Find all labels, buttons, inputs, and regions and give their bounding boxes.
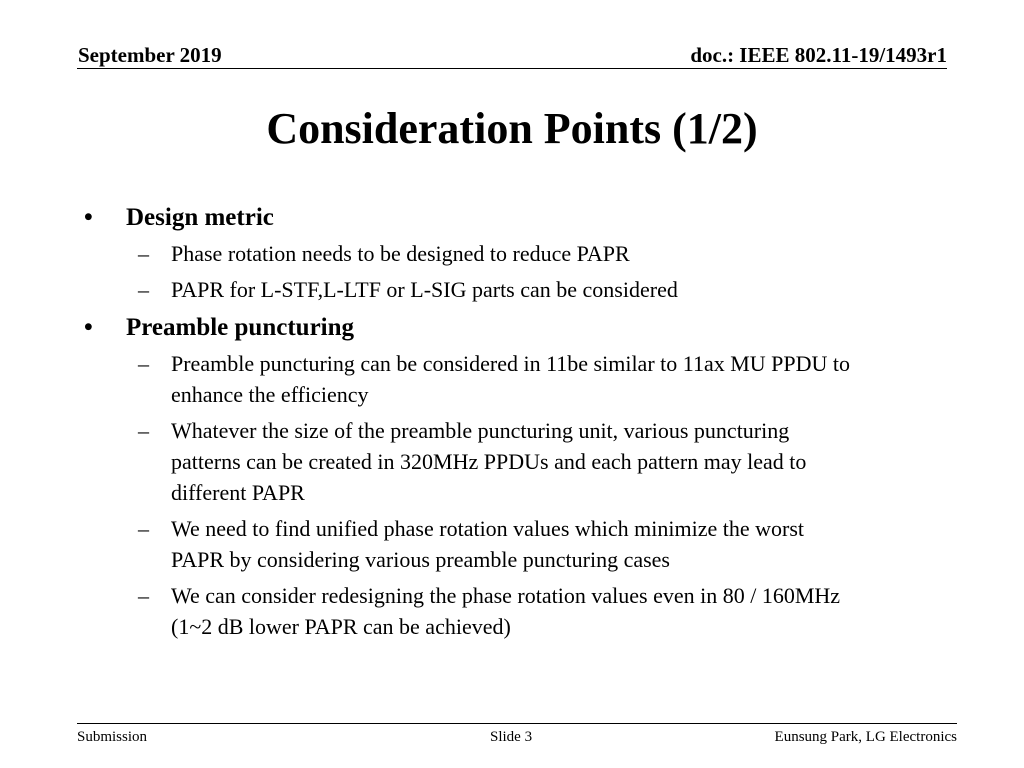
sub-bullet — [84, 415, 861, 508]
bullet-design-metric — [84, 200, 954, 236]
header-date: September 2019 — [78, 43, 222, 67]
dash-icon: – — [138, 351, 149, 376]
sub-bullet-text: We need to find unified phase rotation values which minimize the worst PAPR by considering various preamble puncturing cases — [171, 516, 805, 572]
slide-body — [84, 200, 954, 647]
bullet-icon: • — [84, 314, 93, 341]
bullet-heading: Preamble puncturing — [126, 314, 355, 341]
slide-title: Consideration Points (1/2) — [266, 104, 758, 153]
sub-bullet-text: PAPR for L-STF,L-LTF or L-SIG parts can be considered — [171, 277, 678, 302]
sub-bullet-text: Phase rotation needs to be designed to reduce PAPR — [171, 241, 630, 266]
sub-bullet — [84, 348, 861, 410]
footer-author: Eunsung Park, LG Electronics — [774, 729, 957, 745]
dash-icon: – — [138, 418, 149, 443]
bullet-icon: • — [84, 204, 93, 231]
sub-bullet-text: We can consider redesigning the phase rotation values even in 80 / 160MHz (1~2 dB lower PAPR can be achieved) — [171, 583, 841, 639]
dash-icon: – — [138, 277, 149, 302]
bullet-preamble-puncturing — [84, 310, 954, 346]
footer-divider — [77, 723, 957, 724]
header-divider — [77, 68, 947, 69]
dash-icon: – — [138, 516, 149, 541]
sub-bullet — [84, 580, 861, 642]
header-doc-id: doc.: IEEE 802.11-19/1493r1 — [690, 43, 947, 67]
sub-bullet — [84, 513, 861, 575]
sub-bullet-text: Preamble puncturing can be considered in 11be similar to 11ax MU PPDU to enhance the efficiency — [171, 351, 851, 407]
dash-icon: – — [138, 241, 149, 266]
sub-bullet — [84, 274, 861, 305]
dash-icon: – — [138, 583, 149, 608]
footer-slide-number: Slide 3 — [490, 729, 533, 745]
footer-submission: Submission — [77, 729, 148, 745]
sub-bullet-text: Whatever the size of the preamble puncturing unit, various puncturing patterns can be created in 320MHz PPDUs and each pattern may lead to different PAPR — [171, 418, 807, 505]
sub-bullet — [84, 238, 861, 269]
bullet-heading: Design metric — [126, 204, 274, 231]
